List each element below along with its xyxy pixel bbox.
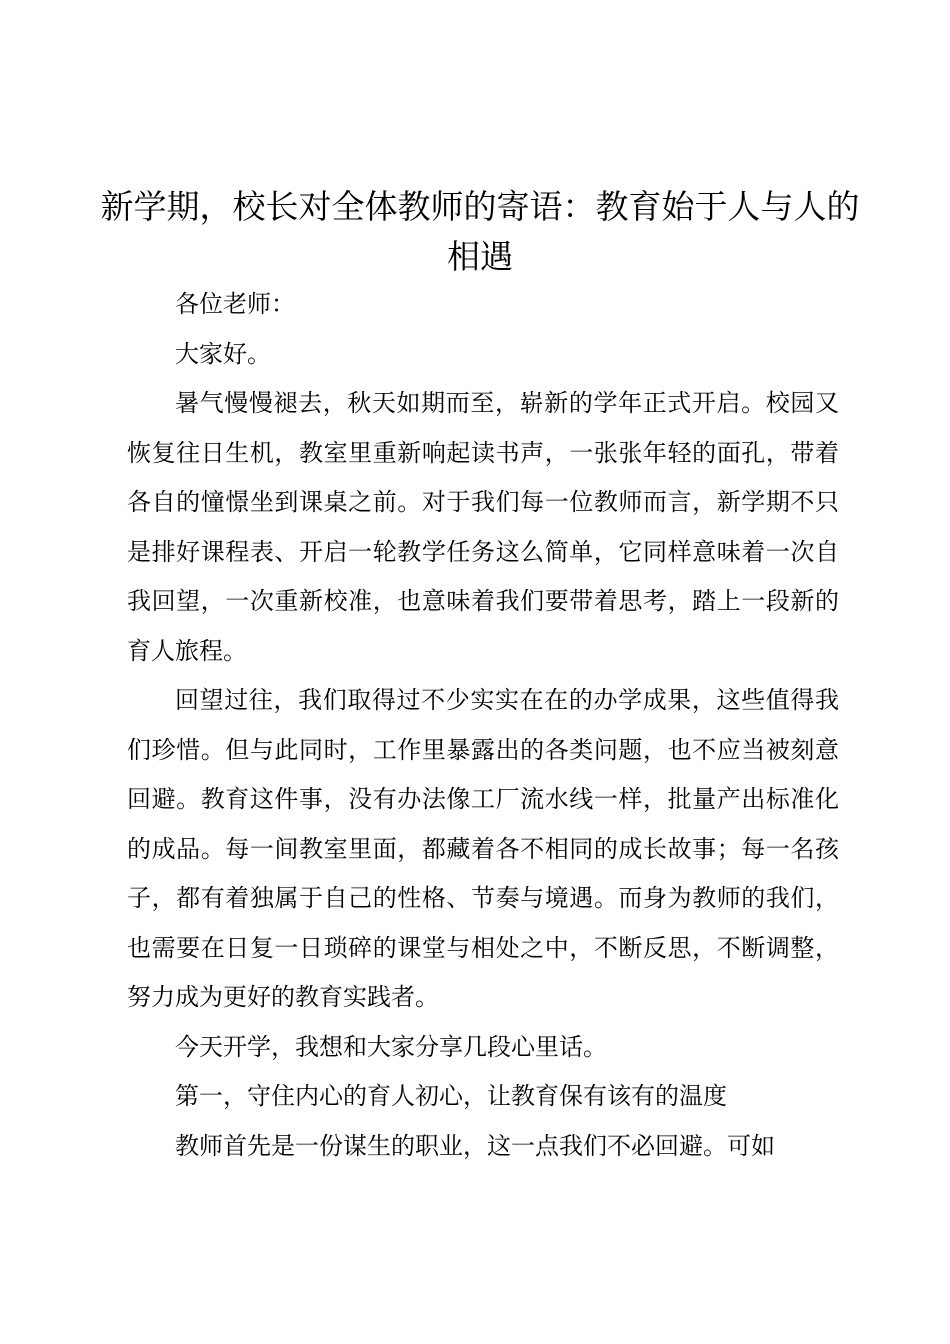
salutation-paragraph: 各位老师： xyxy=(175,290,295,318)
body-paragraph: 今天开学，我想和大家分享几段心里话。 xyxy=(175,1032,607,1061)
document-body xyxy=(127,280,839,1171)
document-title: 新学期，校长对全体教师的寄语：教育始于人与人的相遇 xyxy=(100,187,860,276)
greeting-paragraph: 大家好。 xyxy=(175,339,271,368)
body-paragraph: 教师首先是一份谋生的职业，这一点我们不必回避。可如 xyxy=(175,1131,775,1160)
section-heading: 第一，守住内心的育人初心，让教育保有该有的温度 xyxy=(175,1082,727,1110)
body-paragraph: 暑气慢慢褪去，秋天如期而至，崭新的学年正式开启。校园又恢复往日生机，教室里重新响起读书声，一张张年轻的面孔，带着各自的憧憬坐到课桌之前。对于我们每一位教师而言，新学期不只是排好课程表、开启一轮教学任务这么简单，它同样意味着一次自我回望，一次重新校准，也意味着我们要带着思考，踏上一段新的育人旅程。 xyxy=(127,389,839,665)
body-paragraph: 回望过往，我们取得过不少实实在在的办学成果，这些值得我们珍惜。但与此同时，工作里暴露出的各类问题，也不应当被刻意回避。教育这件事，没有办法像工厂流水线一样，批量产出标准化的成品。每一间教室里面，都藏着各不相同的成长故事；每一名孩子，都有着独属于自己的性格、节奏与境遇。而身为教师的我们，也需要在日复一日琐碎的课堂与相处之中，不断反思，不断调整，努力成为更好的教育实践者。 xyxy=(127,686,839,1011)
